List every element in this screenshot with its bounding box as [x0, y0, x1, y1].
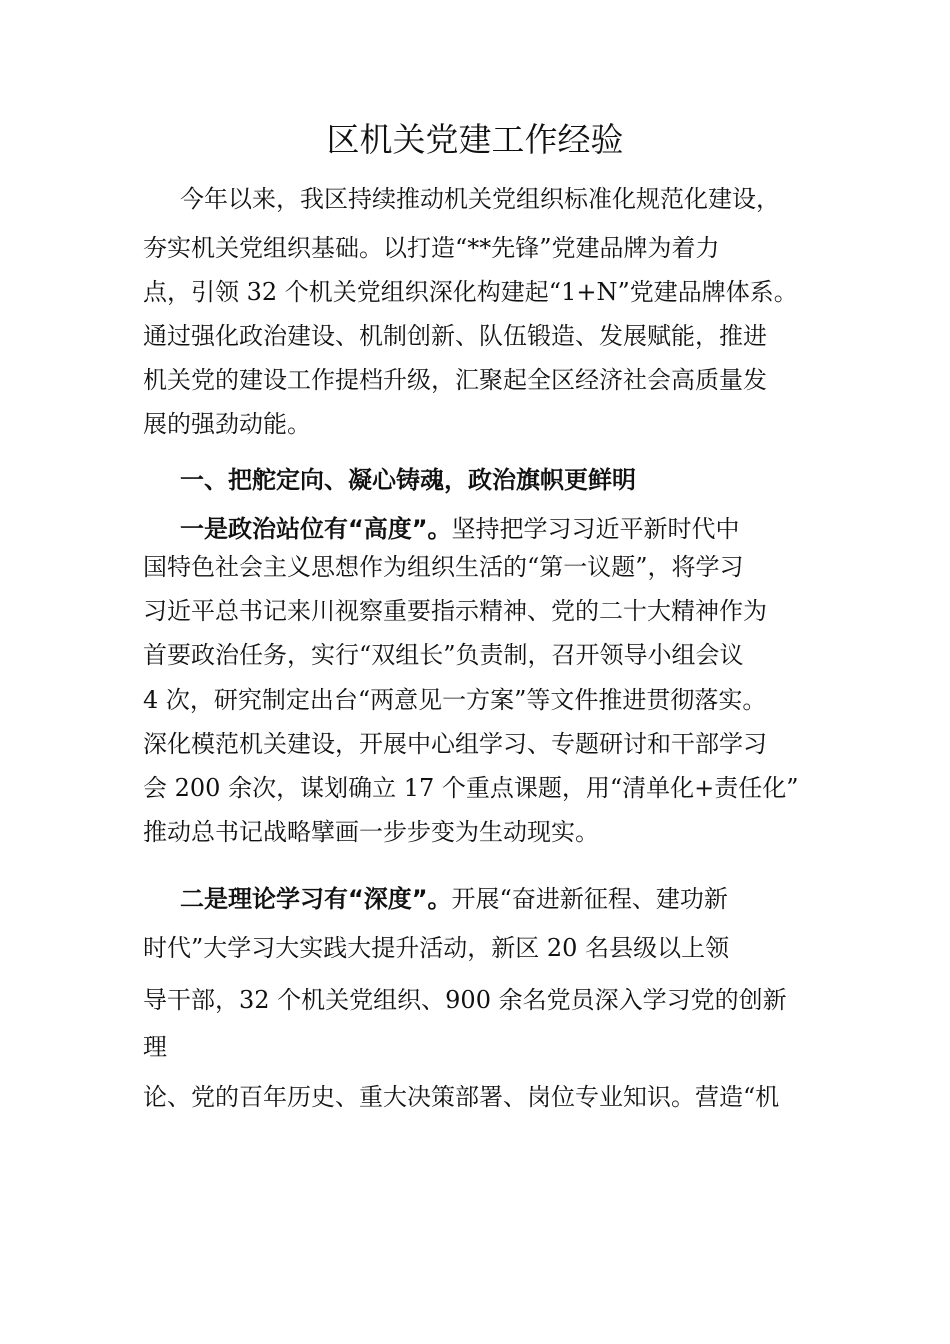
- para1-first-line: [180, 513, 740, 545]
- para1-line: 国特色社会主义思想作为组织生活的“第一议题”，将学习: [143, 553, 744, 581]
- intro-line: 展的强劲动能。: [143, 410, 311, 438]
- para1-line: 4 次，研究制定出台“两意见一方案”等文件推进贯彻落实。: [143, 686, 767, 714]
- para1-line: 会 200 余次，谋划确立 17 个重点课题，用“清单化+责任化”: [143, 774, 799, 802]
- para2-line: 理: [143, 1033, 167, 1061]
- intro-line: 机关党的建设工作提档升级，汇聚起全区经济社会高质量发: [143, 366, 767, 394]
- document-title: 区机关党建工作经验: [326, 120, 624, 159]
- para2-line: 时代”大学习大实践大提升活动，新区 20 名县级以上领: [143, 934, 730, 962]
- para1-line: 推动总书记战略擘画一步步变为生动现实。: [143, 818, 599, 846]
- para2-line: 论、党的百年历史、重大决策部署、岗位专业知识。营造“机: [143, 1083, 780, 1111]
- intro-line: 夯实机关党组织基础。以打造“**先锋”党建品牌为着力: [143, 234, 720, 262]
- para2-line: 导干部，32 个机关党组织、900 余名党员深入学习党的创新: [143, 986, 787, 1014]
- para2-first-line-rest: 开展“奋进新征程、建功新: [451, 885, 728, 913]
- intro-line: 点，引领 32 个机关党组织深化构建起“1+N”党建品牌体系。: [143, 278, 798, 306]
- para1-lead: 一是政治站位有“高度”。: [180, 515, 452, 543]
- para2-lead: 二是理论学习有“深度”。: [180, 885, 452, 913]
- intro-line: 通过强化政治建设、机制创新、队伍锻造、发展赋能，推进: [143, 322, 767, 350]
- para2-first-line: [180, 883, 728, 915]
- para1-line: 首要政治任务，实行“双组长”负责制，召开领导小组会议: [143, 641, 744, 669]
- para1-line: 深化模范机关建设，开展中心组学习、专题研讨和干部学习: [143, 730, 767, 758]
- intro-line: 今年以来，我区持续推动机关党组织标准化规范化建设，: [180, 185, 780, 213]
- para1-line: 习近平总书记来川视察重要指示精神、党的二十大精神作为: [143, 597, 767, 625]
- section-heading: 一、把舵定向、凝心铸魂，政治旗帜更鲜明: [180, 466, 636, 494]
- para1-first-line-rest: 坚持把学习习近平新时代中: [451, 515, 740, 543]
